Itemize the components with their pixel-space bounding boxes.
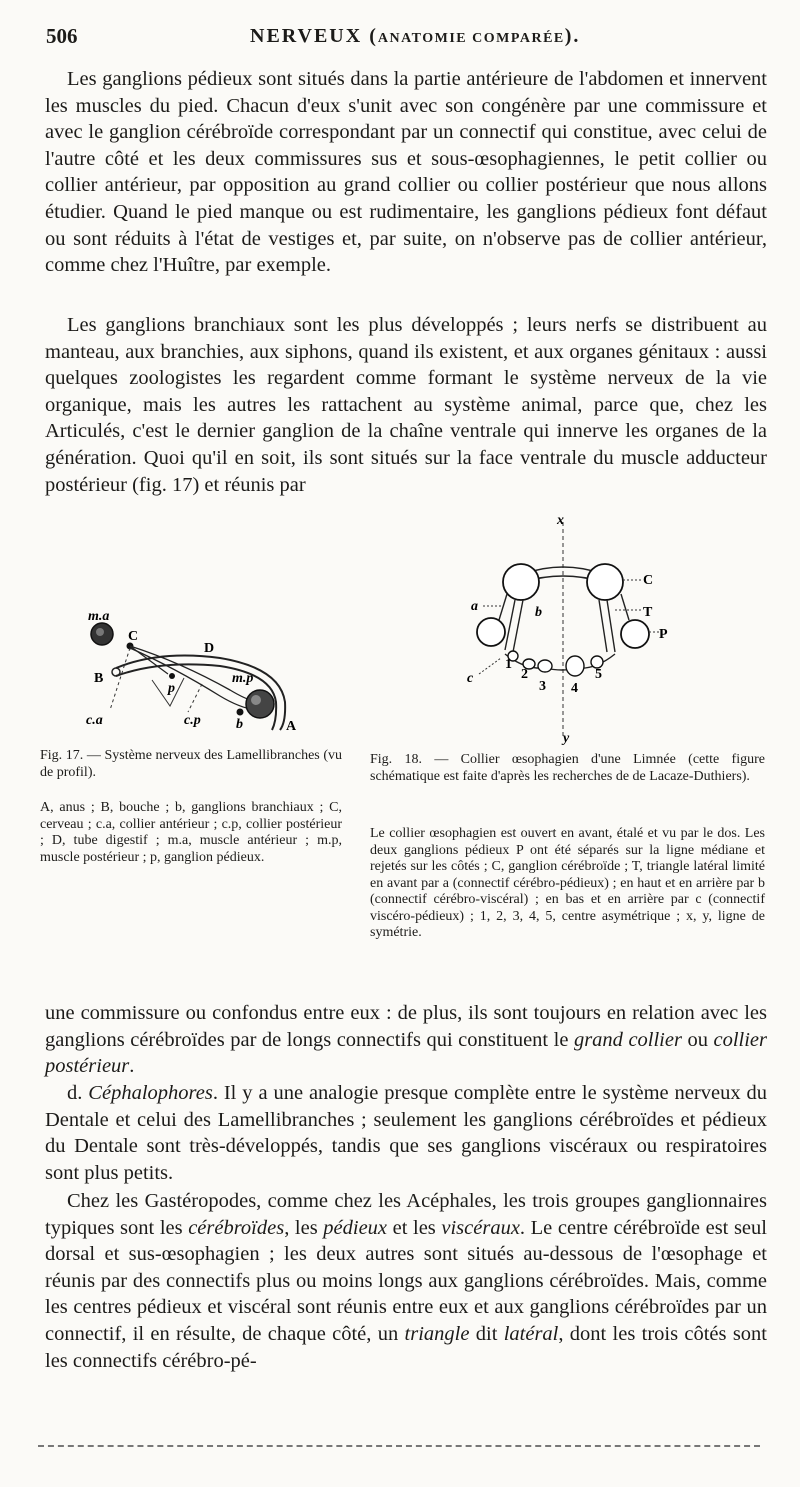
- label-ma: m.a: [88, 610, 110, 624]
- posterior-collar-line: [188, 684, 202, 712]
- p5-text-k: , dont les trois côtés sont les connectifs cérébro-pé-: [45, 1322, 767, 1372]
- page-header: [0, 24, 800, 54]
- posterior-muscle-highlight: [251, 695, 261, 705]
- visceral-ganglion-4: [566, 656, 584, 676]
- label-b: b: [236, 717, 243, 732]
- p5-term-pedieux: pédieux: [323, 1216, 388, 1239]
- pedal-ganglion: [169, 673, 175, 679]
- p4-term-cephalophores: Céphalophores: [88, 1082, 213, 1104]
- p5-text-g: . Le centre cérébroïde est seul dorsal et sus-œsophagien ; les deux autres sont situés au-dessous de l'œsophage et réunis par des connectifs plus ou moins longs aux ganglions cérébroïdes. Mais, comme les centres pédieux et viscéral sont réunis entre eux et aux ganglions cérébroïdes par un connectif, il en résulte, de chaque côté, un: [45, 1216, 767, 1345]
- label-4: 4: [571, 681, 578, 696]
- paragraph-2: Les ganglions branchiaux sont les plus développés ; leurs nerfs se distribuent au manteau, aux branchies, aux siphons, quand ils existent, et aux organes génitaux : aussi quelques zoologistes les regardent comme formant le système nerveux de la vie organique, mais les autres les rattachent au système animal, parce que, chez les Articulés, c'est le dernier ganglion de la chaîne ventrale qui innerve les organes de la génération. Quoi qu'il en soit, ils sont situés sur la face ventrale du muscle adducteur postérieur (fig. 17) et réunis par: [45, 314, 767, 496]
- p4-text-a: d.: [67, 1082, 89, 1104]
- fig17-caption-title: Fig. 17. — Système nerveux des Lamellibranches (vu de profil).: [40, 748, 342, 780]
- label-x: x: [557, 513, 564, 528]
- right-cerebro-pedal-connective: [621, 594, 629, 620]
- label-mp: m.p: [232, 671, 254, 686]
- label-C: C: [128, 629, 139, 644]
- running-title: [250, 25, 580, 48]
- p5-term-visceraux: viscéraux: [441, 1216, 520, 1239]
- figure-17-diagram: [80, 610, 330, 735]
- left-cerebro-visceral-a: [505, 600, 515, 650]
- page-number: 506: [46, 24, 78, 48]
- fig18-caption-title: Fig. 18. — Collier œsophagien d'une Limnée (cette figure schématique est faite d'après les recherches de de Lacaze-Duthiers).: [370, 752, 765, 784]
- p5-text-a: Chez les Gastéropodes, comme chez les Acéphales, les trois groupes ganglionnaires typiques sont les: [45, 1190, 767, 1239]
- left-cerebro-pedal-connective: [499, 594, 507, 620]
- mouth-opening: [112, 668, 120, 676]
- visceral-ganglion-3: [538, 660, 552, 672]
- label-1: 1: [505, 657, 512, 672]
- right-cerebro-visceral-b: [607, 600, 615, 652]
- label-p: p: [168, 681, 175, 696]
- left-cerebro-visceral-b: [513, 600, 523, 652]
- p5-text-i: dit: [469, 1322, 504, 1345]
- label-A: A: [286, 719, 297, 734]
- posterior-muscle: [246, 690, 274, 718]
- anterior-collar-line: [110, 648, 130, 710]
- p3-text-e: .: [129, 1055, 135, 1078]
- p3-text-a: une commissure ou confondus entre eux : de plus, ils sont toujours en relation avec les ganglions cérébroïdes par de longs connectifs qui constituent le: [45, 1002, 767, 1051]
- left-cerebral-ganglion: [503, 564, 539, 600]
- right-cerebro-visceral-a: [599, 600, 607, 652]
- label-cp: c.p: [184, 713, 201, 728]
- fig17-legend: A, anus ; B, bouche ; b, ganglions branchiaux ; C, cerveau ; c.a, collier antérieur ; c.p, collier postérieur ; D, tube digestif ; m.a, muscle antérieur ; m.p, muscle postérieur ; p, ganglion pédieux.: [40, 800, 342, 865]
- branchial-ganglion: [237, 709, 244, 716]
- p5-term-lateral: latéral: [503, 1322, 559, 1345]
- running-title-sub: ANATOMIE COMPARÉE: [377, 31, 565, 46]
- p3-term-grand-collier: grand collier: [573, 1028, 682, 1051]
- paragraph-4: [45, 1080, 767, 1186]
- p3-term-collier-posterieur: collier postérieur: [45, 1028, 768, 1078]
- label-c: c: [467, 671, 474, 686]
- p4-text-c: . Il y a une analogie presque complète entre le système nerveux du Dentale et celui des Lamellibranches ; seulement les ganglions cérébroïdes et pédieux du Dentale sont très-développés, tandis que ses ganglions viscéraux ou respiratoires sont plus petits.: [45, 1082, 767, 1184]
- label-D: D: [204, 641, 215, 656]
- label-T: T: [643, 605, 653, 620]
- label-C18: C: [643, 573, 654, 588]
- anterior-muscle-highlight: [96, 628, 104, 636]
- running-title-main: NERVEUX (: [250, 25, 378, 47]
- paragraph-1: Les ganglions pédieux sont situés dans la partie antérieure de l'abdomen et innervent les muscles du pied. Chacun d'eux s'unit avec son congénère par une commissure et avec le ganglion cérébroïde correspondant par un connectif qui constitue, avec celui de l'autre côté et les deux commissures sus et sous-œsophagiennes, le petit collier ou collier antérieur, par opposition au grand collier ou collier postérieur que nous allons étudier. Quand le pied manque ou est rudimentaire, les ganglions pédieux font défaut ou sont réduits à l'état de vestiges et, par suite, on n'observe pas de collier antérieur, comme chez l'Huître, par exemple.: [45, 68, 767, 277]
- label-ca: c.a: [86, 713, 103, 728]
- left-pedal-ganglion: [477, 618, 505, 646]
- p5-term-cerebroides: cérébroïdes: [188, 1216, 285, 1239]
- fig18-legend: Le collier œsophagien est ouvert en avant, étalé et vu par le dos. Les deux ganglions pédieux P ont été séparés sur la ligne médiane et rejetés sur les côtés ; C, ganglion cérébroïde ; T, triangle latéral limité en avant par a (connectif cérébro-pédieux) ; en haut et en arrière par b (connectif cérébro-viscéral) ; en bas et en arrière par c (connectif viscéro-pédieux) ; 1, 2, 3, 4, 5, centre asymétrique ; x, y, ligne de symétrie.: [370, 826, 765, 940]
- p5-text-c: , les: [284, 1216, 324, 1239]
- paragraph-5: [45, 1188, 767, 1374]
- p5-text-e: et les: [387, 1216, 442, 1239]
- p3-text-c: ou: [681, 1028, 714, 1051]
- label-5: 5: [595, 667, 602, 682]
- label-P: P: [659, 627, 668, 642]
- p5-term-triangle: triangle: [404, 1322, 470, 1345]
- right-pedal-ganglion: [621, 620, 649, 648]
- label-y: y: [563, 731, 570, 746]
- label-B: B: [94, 671, 104, 686]
- label-b18: b: [535, 605, 542, 620]
- paragraph-3: [45, 1000, 767, 1080]
- leader-c: [479, 658, 501, 674]
- figure-18-diagram: [465, 512, 695, 748]
- footer-rule: [38, 1445, 760, 1447]
- label-2: 2: [521, 667, 528, 682]
- running-title-close: ).: [564, 25, 581, 47]
- right-cerebral-ganglion: [587, 564, 623, 600]
- label-a: a: [471, 599, 478, 614]
- label-3: 3: [539, 679, 546, 694]
